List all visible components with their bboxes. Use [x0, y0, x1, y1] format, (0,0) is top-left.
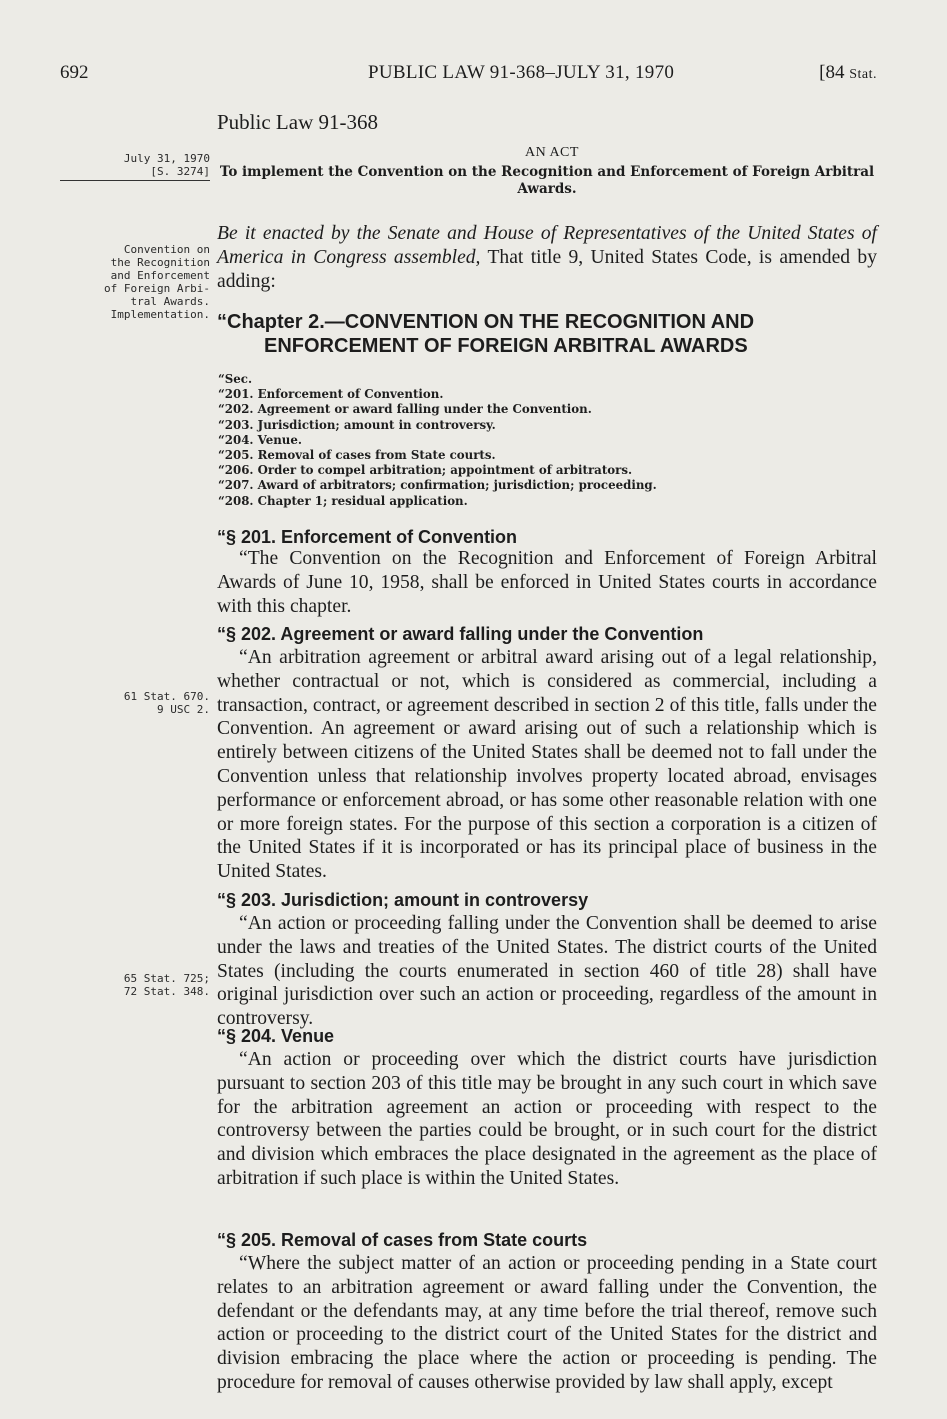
sidenote-line: 9 USC 2.: [157, 703, 210, 716]
section-204-text: “An action or proceeding over which the district courts have jurisdiction pursuant to section 203 of this title may be brought in any such court in which save for the arbitration agreement an action or proceeding with respect to the controversy between the parties could be brought, or in such court for the district and division which embraces the place designated in the agreement as the place of arbitration if such place is within the United States.: [217, 1049, 877, 1189]
public-law-title: Public Law 91-368: [217, 110, 378, 134]
sidenote-61-stat: [60, 690, 210, 716]
running-header: [60, 62, 877, 90]
sidenote-65-stat: [60, 972, 210, 998]
sidenote-line: the Recognition: [110, 256, 210, 269]
section-203-heading: “§ 203. Jurisdiction; amount in controversy: [217, 890, 589, 910]
toc-entry: “208. Chapter 1; residual application.: [218, 493, 468, 508]
sidenote-line: and Enforcement: [110, 269, 210, 282]
sidenote-line: of Foreign Arbi-: [104, 282, 210, 295]
running-title: PUBLIC LAW 91-368–JULY 31, 1970: [368, 62, 675, 83]
sidenote-rule: [60, 180, 210, 181]
sidenote-line: [S. 3274]: [150, 165, 210, 178]
sidenote-date: [60, 152, 210, 178]
sidenote-line: 61 Stat. 670.: [123, 690, 210, 703]
section-204-heading: “§ 204. Venue: [217, 1026, 335, 1046]
section-table-of-contents: [218, 372, 657, 509]
sidenote-convention: [60, 243, 210, 321]
enacting-italic: Be it enacted by the Senate and House of Representatives of the United States of America in Congress assembled,: [217, 223, 877, 268]
stat-volume-number: [84: [819, 62, 845, 83]
toc-entry: “Sec.: [218, 372, 253, 386]
toc-entry: “203. Jurisdiction; amount in controversy.: [218, 417, 496, 432]
section-202-heading: “§ 202. Agreement or award falling under the Convention: [217, 624, 704, 644]
act-purpose: To implement the Convention on the Recognition and Enforcement of Foreign Arbitral Awards.: [219, 164, 875, 197]
toc-entry: “201. Enforcement of Convention.: [218, 387, 444, 402]
section-205-heading: “§ 205. Removal of cases from State courts: [217, 1230, 588, 1250]
page-number: 692: [60, 62, 89, 83]
enacting-clause: [217, 222, 877, 293]
sidenote-line: Implementation.: [110, 308, 210, 321]
enacting-rest: That title 9, United States Code, is amended by adding:: [217, 246, 877, 292]
sidenote-line: Convention on: [123, 243, 210, 256]
section-203-text: “An action or proceeding falling under the Convention shall be deemed to arise under the laws and treaties of the United States. The district courts of the United States (including the courts enumerated in section 460 of title 28) shall have original jurisdiction over such an action or proceeding, regardless of the amount in controversy.: [217, 913, 877, 1030]
chapter-heading-line1: “Chapter 2.—CONVENTION ON THE RECOGNITION AND: [217, 311, 755, 333]
toc-entry: “205. Removal of cases from State courts.: [218, 448, 496, 463]
chapter-heading: [217, 310, 877, 358]
toc-entry: “202. Agreement or award falling under the Convention.: [218, 402, 592, 417]
toc-entry: “206. Order to compel arbitration; appointment of arbitrators.: [218, 463, 633, 478]
sidenote-line: 65 Stat. 725;: [123, 972, 210, 985]
section-201-text: “The Convention on the Recognition and Enforcement of Foreign Arbitral Awards of June 10, 1958, shall be enforced in United States courts in accordance with this chapter.: [217, 548, 877, 617]
section-201-heading: “§ 201. Enforcement of Convention: [217, 527, 518, 547]
statute-volume: [819, 62, 877, 84]
chapter-heading-line2: ENFORCEMENT OF FOREIGN ARBITRAL AWARDS: [264, 335, 748, 357]
stat-volume-word: Stat.: [849, 67, 877, 82]
an-act-label: AN ACT: [525, 145, 579, 160]
toc-entry: “204. Venue.: [218, 432, 302, 447]
sidenote-line: July 31, 1970: [123, 152, 210, 165]
section-202-text: “An arbitration agreement or arbitral award arising out of a legal relationship, whether contractual or not, which is considered as commercial, including a transaction, contract, or agreement described in section 2 of this title, falls under the Convention. An agreement or award arising out of such a relationship which is entirely between citizens of the United States shall be deemed not to fall under the Convention unless that relationship involves property located abroad, envisages performance or enforcement abroad, or has some other reasonable relation with one or more foreign states. For the purpose of this section a corporation is a citizen of the United States if it is incorporated or has its principal place of business in the United States.: [217, 647, 877, 883]
sidenote-line: 72 Stat. 348.: [123, 985, 210, 998]
sidenote-line: tral Awards.: [130, 295, 210, 308]
section-205-text: “Where the subject matter of an action or proceeding pending in a State court relates to an arbitration agreement or award falling under the Convention, the defendant or the defendants may, at any time before the trial thereof, remove such action or proceeding to the district court of the United States for the district and division embracing the place where the action or proceeding is pending. The procedure for removal of causes otherwise provided by law shall apply, except: [217, 1253, 877, 1393]
toc-entry: “207. Award of arbitrators; confirmation; jurisdiction; proceeding.: [218, 478, 657, 493]
